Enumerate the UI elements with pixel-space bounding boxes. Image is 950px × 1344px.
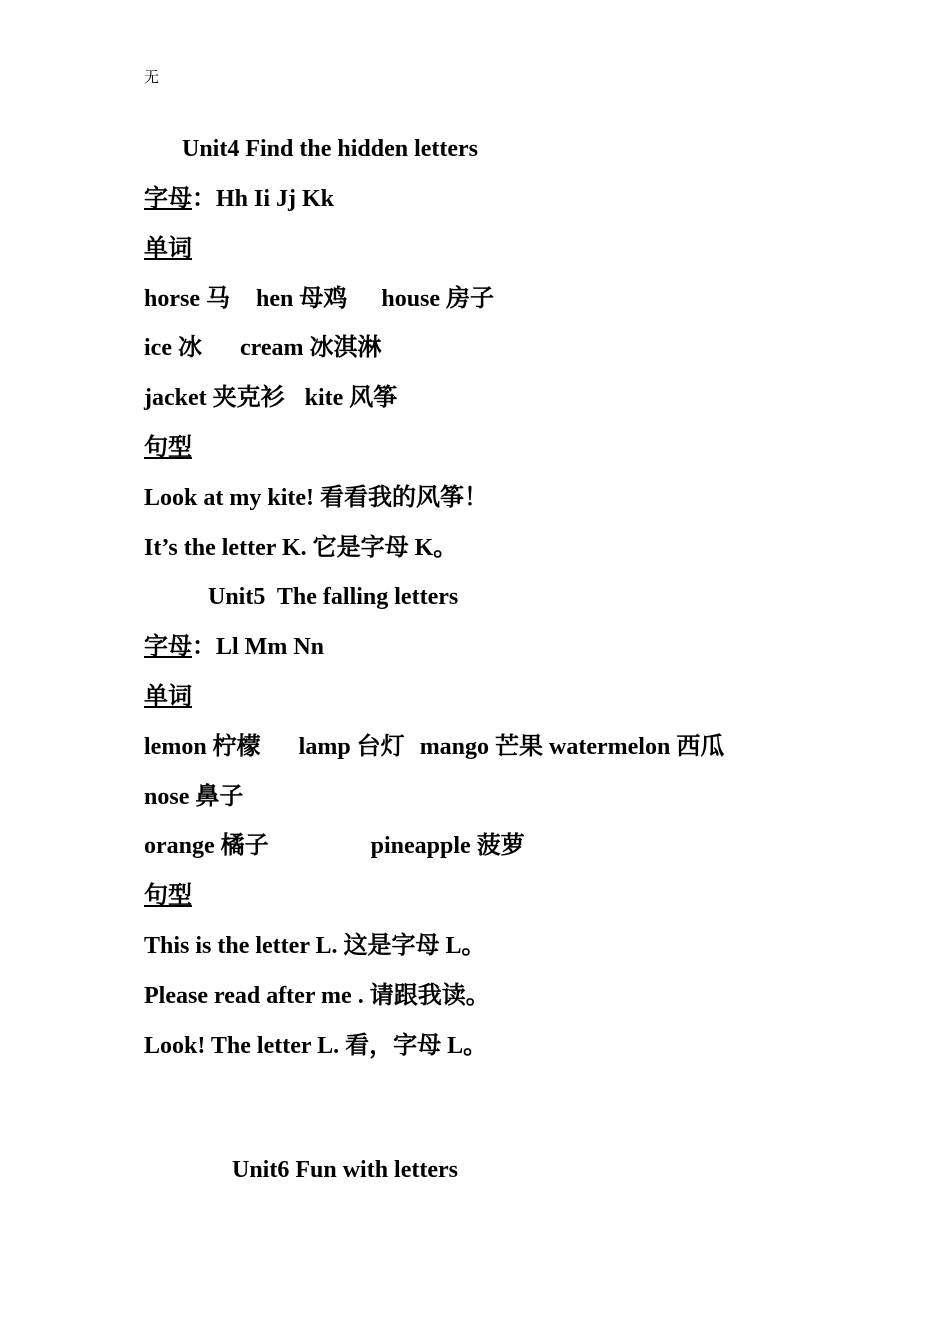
word-item: horse 马 xyxy=(144,286,230,312)
unit4-words-row-2 xyxy=(144,333,382,363)
word-item: kite 风筝 xyxy=(304,385,398,411)
word-item: nose 鼻子 xyxy=(144,784,244,810)
word-item: lemon 柠檬 xyxy=(144,734,261,760)
word-item: ice 冰 xyxy=(144,335,202,361)
unit5-title: Unit5 The falling letters xyxy=(208,584,459,610)
unit4-letters-sep: ： xyxy=(192,186,216,212)
unit5-words-row-1 xyxy=(144,732,724,762)
unit5-sentence-1: This is the letter L. 这是字母 L。 xyxy=(144,933,486,959)
unit5-words-row-2 xyxy=(144,782,243,812)
unit4-sentences-label: 句型 xyxy=(144,435,192,461)
unit5-words-label: 单词 xyxy=(144,684,192,710)
unit5-words-row-3 xyxy=(144,831,525,861)
unit5-letters-sep: ： xyxy=(192,634,216,660)
word-item: lamp 台灯 xyxy=(298,734,405,760)
unit6-title: Unit6 Fun with letters xyxy=(232,1157,458,1183)
unit4-sentence-2: It’s the letter K. 它是字母 K。 xyxy=(144,535,458,561)
word-item: house 房子 xyxy=(381,286,495,312)
unit5-letters: Ll Mm Nn xyxy=(216,634,324,660)
unit4-letters-label: 字母 xyxy=(144,186,192,212)
word-item: pineapple 菠萝 xyxy=(370,833,525,859)
word-item: cream 冰淇淋 xyxy=(239,335,382,361)
word-item: hen 母鸡 xyxy=(256,286,348,312)
unit5-sentence-3: Look! The letter L. 看，字母 L。 xyxy=(144,1033,488,1059)
unit5-sentences-label: 句型 xyxy=(144,883,192,909)
unit5-letters-row xyxy=(144,632,324,662)
header-mark: 无 xyxy=(144,70,160,86)
unit4-words-row-3 xyxy=(144,383,397,413)
unit4-sentence-1: Look at my kite! 看看我的风筝！ xyxy=(144,485,488,511)
word-item: jacket 夹克衫 xyxy=(144,385,285,411)
unit4-letters: Hh Ii Jj Kk xyxy=(216,186,335,212)
unit4-letters-row xyxy=(144,184,334,214)
unit5-sentence-2: Please read after me . 请跟我读。 xyxy=(144,983,490,1009)
word-item: mango 芒果 xyxy=(419,734,544,760)
unit4-words-label: 单词 xyxy=(144,236,192,262)
unit5-letters-label: 字母 xyxy=(144,634,192,660)
unit4-words-row-1 xyxy=(144,284,494,314)
unit4-title: Unit4 Find the hidden letters xyxy=(182,136,479,162)
word-item: watermelon 西瓜 xyxy=(549,734,725,760)
word-item: orange 橘子 xyxy=(144,833,269,859)
